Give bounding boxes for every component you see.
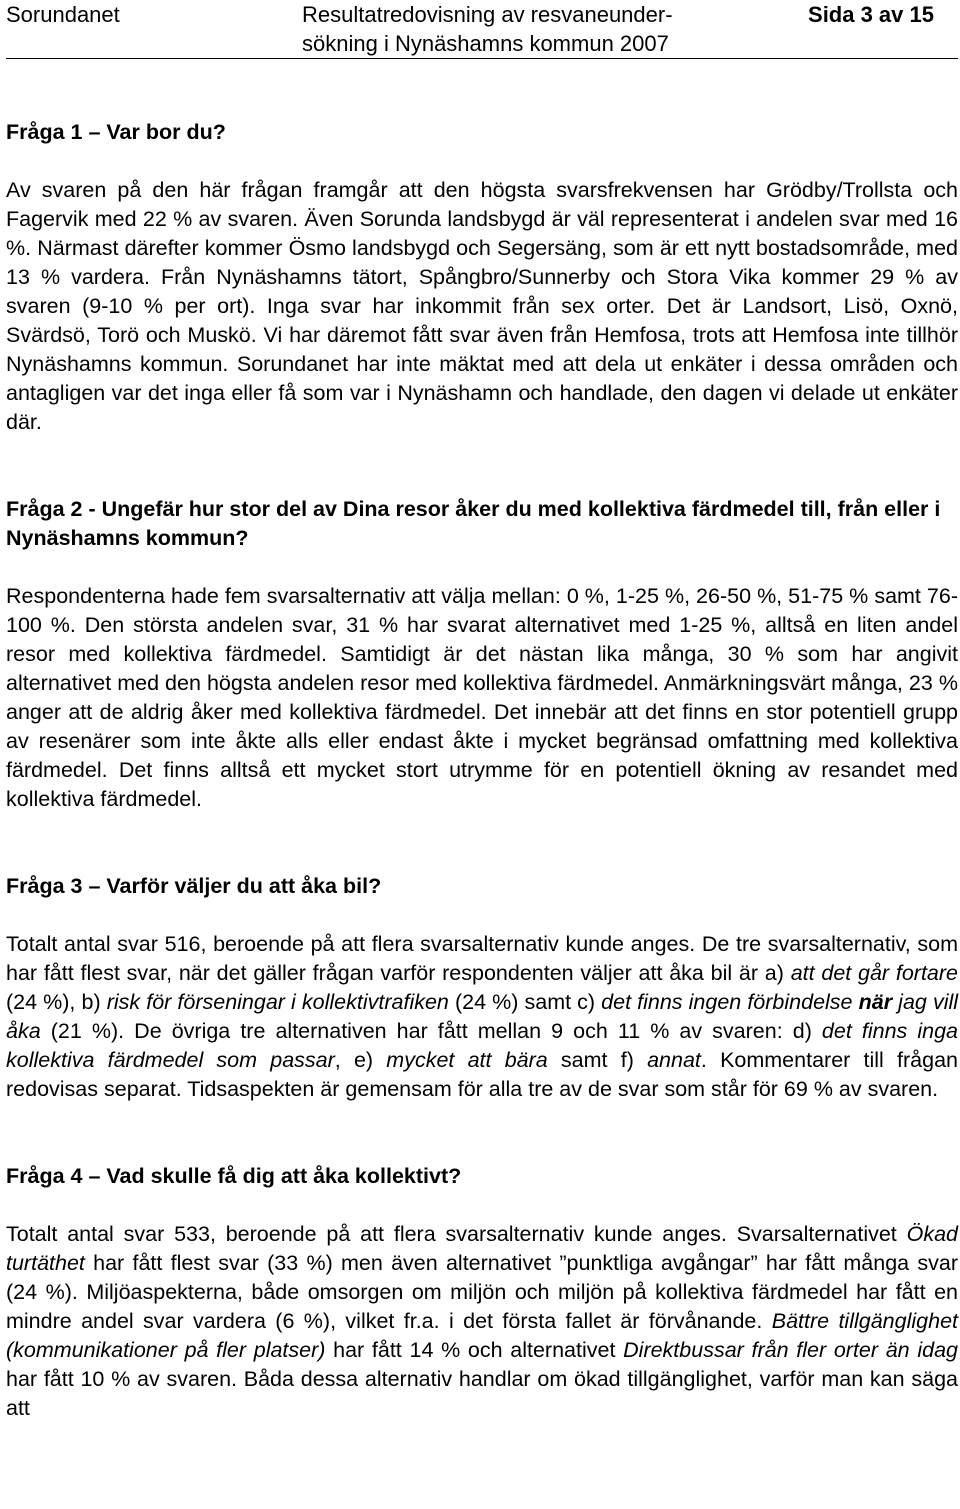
- section-heading: Fråga 3 – Varför väljer du att åka bil?: [6, 874, 382, 898]
- section-question-2: [6, 495, 958, 814]
- header-title-line-1: Resultatredovisning av resvaneunder-: [302, 2, 673, 27]
- page-number: Sida 3 av 15: [808, 2, 934, 27]
- text-run: har fått flest svar (33 %) men även alternativet ”punktliga avgångar” har fått många svar (24 %). Miljöaspekterna, både omsorgen om miljön och miljön på kollektiva färdmedel har fått en mindre andel svar vardera (6 %), vilket fr.a. i det första fallet är förvånande.: [6, 1251, 958, 1333]
- emphasized-text: Direktbussar från fler orter än idag: [623, 1338, 958, 1362]
- emphasized-text: risk för förseningar i kollektivtrafiken: [106, 990, 449, 1014]
- text-run: (21 %). De övriga tre alternativen har fått mellan 9 och 11 % av svaren: d): [40, 1019, 822, 1043]
- emphasized-text: mycket att bära: [386, 1048, 548, 1072]
- emphasized-text: att det går fortare: [790, 961, 958, 985]
- emphasized-text: det finns ingen förbindelse: [601, 990, 859, 1014]
- section-paragraph: [6, 1220, 958, 1423]
- text-run: samt f): [547, 1048, 648, 1072]
- text-run: , e): [334, 1048, 387, 1072]
- header-title-line-2: sökning i Nynäshamns kommun 2007: [302, 31, 669, 56]
- header-organization: Sorundanet: [6, 2, 120, 27]
- text-run: Totalt antal svar 533, beroende på att flera svarsalternativ kunde anges. Svarsalternativet: [6, 1222, 907, 1246]
- text-run: Av svaren på den här frågan framgår att den högsta svarsfrekvensen har Grödby/Trollsta och Fagervik med 22 % av svaren. Även Sorunda landsbygd är väl representerat i andelen svar med 16 %. Närmast därefter kommer Ösmo landsbygd och Segersäng, som är ett nytt bostadsområde, med 13 % vardera. Från Nynäshamns tätort, Spångbro/Sunnerby och Stora Vika kommer 29 % av svaren (9-10 % per ort). Inga svar har inkommit från sex orter. Det är Landsort, Lisö, Oxnö, Svärdsö, Torö och Muskö. Vi har däremot fått svar även från Hemfosa, trots att Hemfosa inte tillhör Nynäshamns kommun. Sorundanet har inte mäktat med att dela ut enkäter i dessa områden och antagligen var det inga eller få som var i Nynäshamn och handlade, den dagen vi delade ut enkäter där.: [6, 178, 958, 434]
- text-run: . Kommentarer till frågan redovisas separat. Tidsaspekten är gemensam för alla tre av de svar som står för 69 % av svaren.: [6, 1048, 958, 1101]
- text-run: Respondenterna hade fem svarsalternativ att välja mellan: 0 %, 1-25 %, 26-50 %, 51-75 % samt 76-100 %. Den största andelen svar, 31 % har svarat alternativet med 1-25 %, alltså en liten andel resor med kollektiva färdmedel. Samtidigt är det nästan lika många, 30 % som har angivit alternativet med den högsta andelen resor med kollektiva färdmedel. Anmärkningsvärt många, 23 % anger att de aldrig åker med kollektiva färdmedel. Det innebär att det finns en stor potentiell grupp av resenärer som inte åkte alls eller endast åkte i mycket begränsad omfattning med kollektiva färdmedel. Det finns alltså ett mycket stort utrymme för en potentiell ökning av resandet med kollektiva färdmedel.: [6, 584, 958, 811]
- text-run: har fått 14 % och alternativet: [325, 1338, 624, 1362]
- text-run: (24 %) samt c): [448, 990, 602, 1014]
- section-paragraph: [6, 930, 958, 1104]
- header-divider: [6, 58, 958, 59]
- section-question-3: [6, 872, 958, 1104]
- section-heading: Fråga 4 – Vad skulle få dig att åka kollektivt?: [6, 1164, 462, 1188]
- page-header: [6, 0, 958, 60]
- emphasized-text: det finns inga kollektiva färdmedel som passar: [6, 1019, 958, 1072]
- emphasized-text: när: [858, 990, 893, 1014]
- emphasized-text: jag vill åka: [6, 990, 959, 1043]
- text-run: (24 %), b): [6, 990, 107, 1014]
- section-paragraph: [6, 582, 958, 814]
- header-title: [302, 0, 762, 58]
- emphasized-text: Ökad turtäthet: [6, 1222, 958, 1275]
- document-page: [6, 0, 958, 1423]
- text-run: Totalt antal svar 516, beroende på att flera svarsalternativ kunde anges. De tre svarsalternativ, som har fått flest svar, när det gäller frågan varför respondenten väljer att åka bil är a): [6, 932, 958, 985]
- section-heading: Fråga 1 – Var bor du?: [6, 120, 226, 144]
- section-paragraph: [6, 176, 958, 437]
- section-question-4: [6, 1162, 958, 1423]
- section-question-1: [6, 118, 958, 437]
- section-heading: Fråga 2 - Ungefär hur stor del av Dina resor åker du med kollektiva färdmedel till, från eller i Nynäshamns kommun?: [6, 497, 941, 550]
- text-run: har fått 10 % av svaren. Båda dessa alternativ handlar om ökad tillgänglighet, varför man kan säga att: [6, 1367, 958, 1420]
- emphasized-text: annat: [647, 1048, 701, 1072]
- emphasized-text: Bättre tillgänglighet (kommunikationer på fler platser): [6, 1309, 958, 1362]
